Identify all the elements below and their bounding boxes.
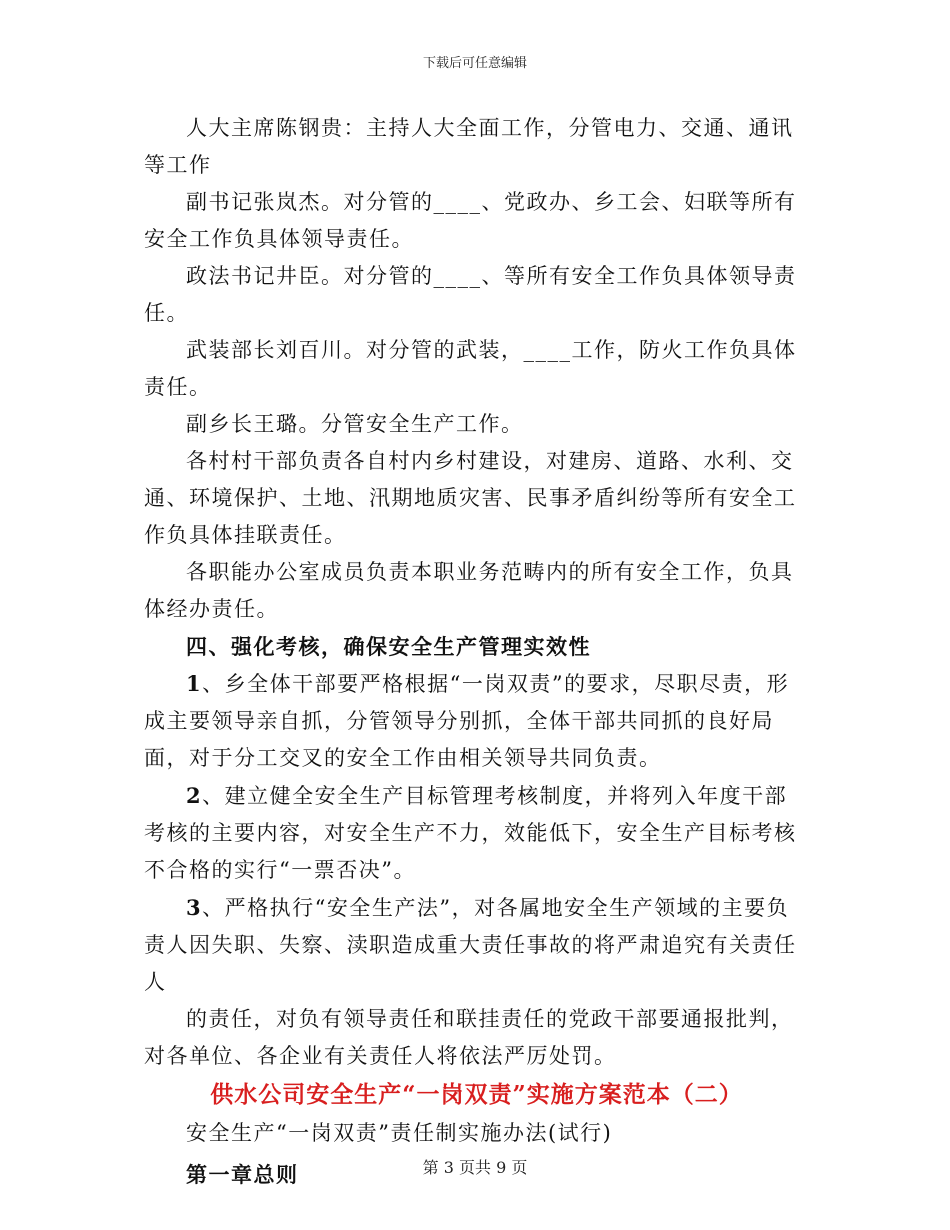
page-footer: 第 3 页共 9 页 [422,1158,528,1177]
paragraph-continuation: 的责任，对负有领导责任和联挂责任的党政干部要通报批判，对各单位、各企业有关责任人将依法严厉处罚。 [144,1007,794,1068]
chapter-heading: 第一章总则 [186,1162,299,1187]
document-body [144,110,809,1193]
paragraph-chairman: 人大主席陈钢贵：主持人大全面工作，分管电力、交通、通讯等工作 [144,116,794,177]
item-number: 2 [186,783,203,808]
section-heading: 四、强化考核，确保安全生产管理实效性 [186,634,591,659]
page-header: 下载后可任意编辑 [422,56,527,71]
paragraph-office-staff: 各职能办公室成员负责本职业务范畴内的所有安全工作，负具体经办责任。 [144,560,794,621]
paragraph-armed-forces: 武装部长刘百川。对分管的武装，____工作，防火工作负具体责任。 [144,338,797,399]
item-number: 3 [186,895,203,920]
item-text: 、乡全体干部要严格根据“一岗双责”的要求，尽职尽责，形成主要领导亲自抓，分管领导分别抓，全体干部共同抓的良好局面，对于分工交叉的安全工作由相关领导共同负责。 [144,672,790,770]
list-item [144,777,809,889]
list-item [144,889,809,1001]
item-text: 、严格执行“安全生产法”，对各属地安全生产领域的主要负责人因失职、失察、渎职造成重大责任事故的将严肃追究有关责任人 [144,896,797,994]
paragraph-political-secretary: 政法书记井臣。对分管的____、等所有安全工作负具体领导责任。 [144,264,797,325]
item-text: 、建立健全安全生产目标管理考核制度，并将列入年度干部考核的主要内容，对安全生产不力，效能低下，安全生产目标考核不合格的实行“一票否决”。 [144,784,797,882]
list-item [144,665,809,777]
document-title: 供水公司安全生产“一岗双责”实施方案范本（二） [210,1081,743,1108]
paragraph-village-cadres: 各村村干部负责各自村内乡村建设，对建房、道路、水利、交通、环境保护、土地、汛期地质灾害、民事矛盾纠纷等所有安全工作负具体挂联责任。 [144,449,797,547]
item-number: 1 [186,671,203,696]
paragraph-deputy-township-head: 副乡长王璐。分管安全生产工作。 [186,412,524,436]
document-subtitle: 安全生产“一岗双责”责任制实施办法(试行) [186,1121,613,1145]
paragraph-deputy-secretary: 副书记张岚杰。对分管的____、党政办、乡工会、妇联等所有安全工作负具体领导责任。 [144,190,797,251]
